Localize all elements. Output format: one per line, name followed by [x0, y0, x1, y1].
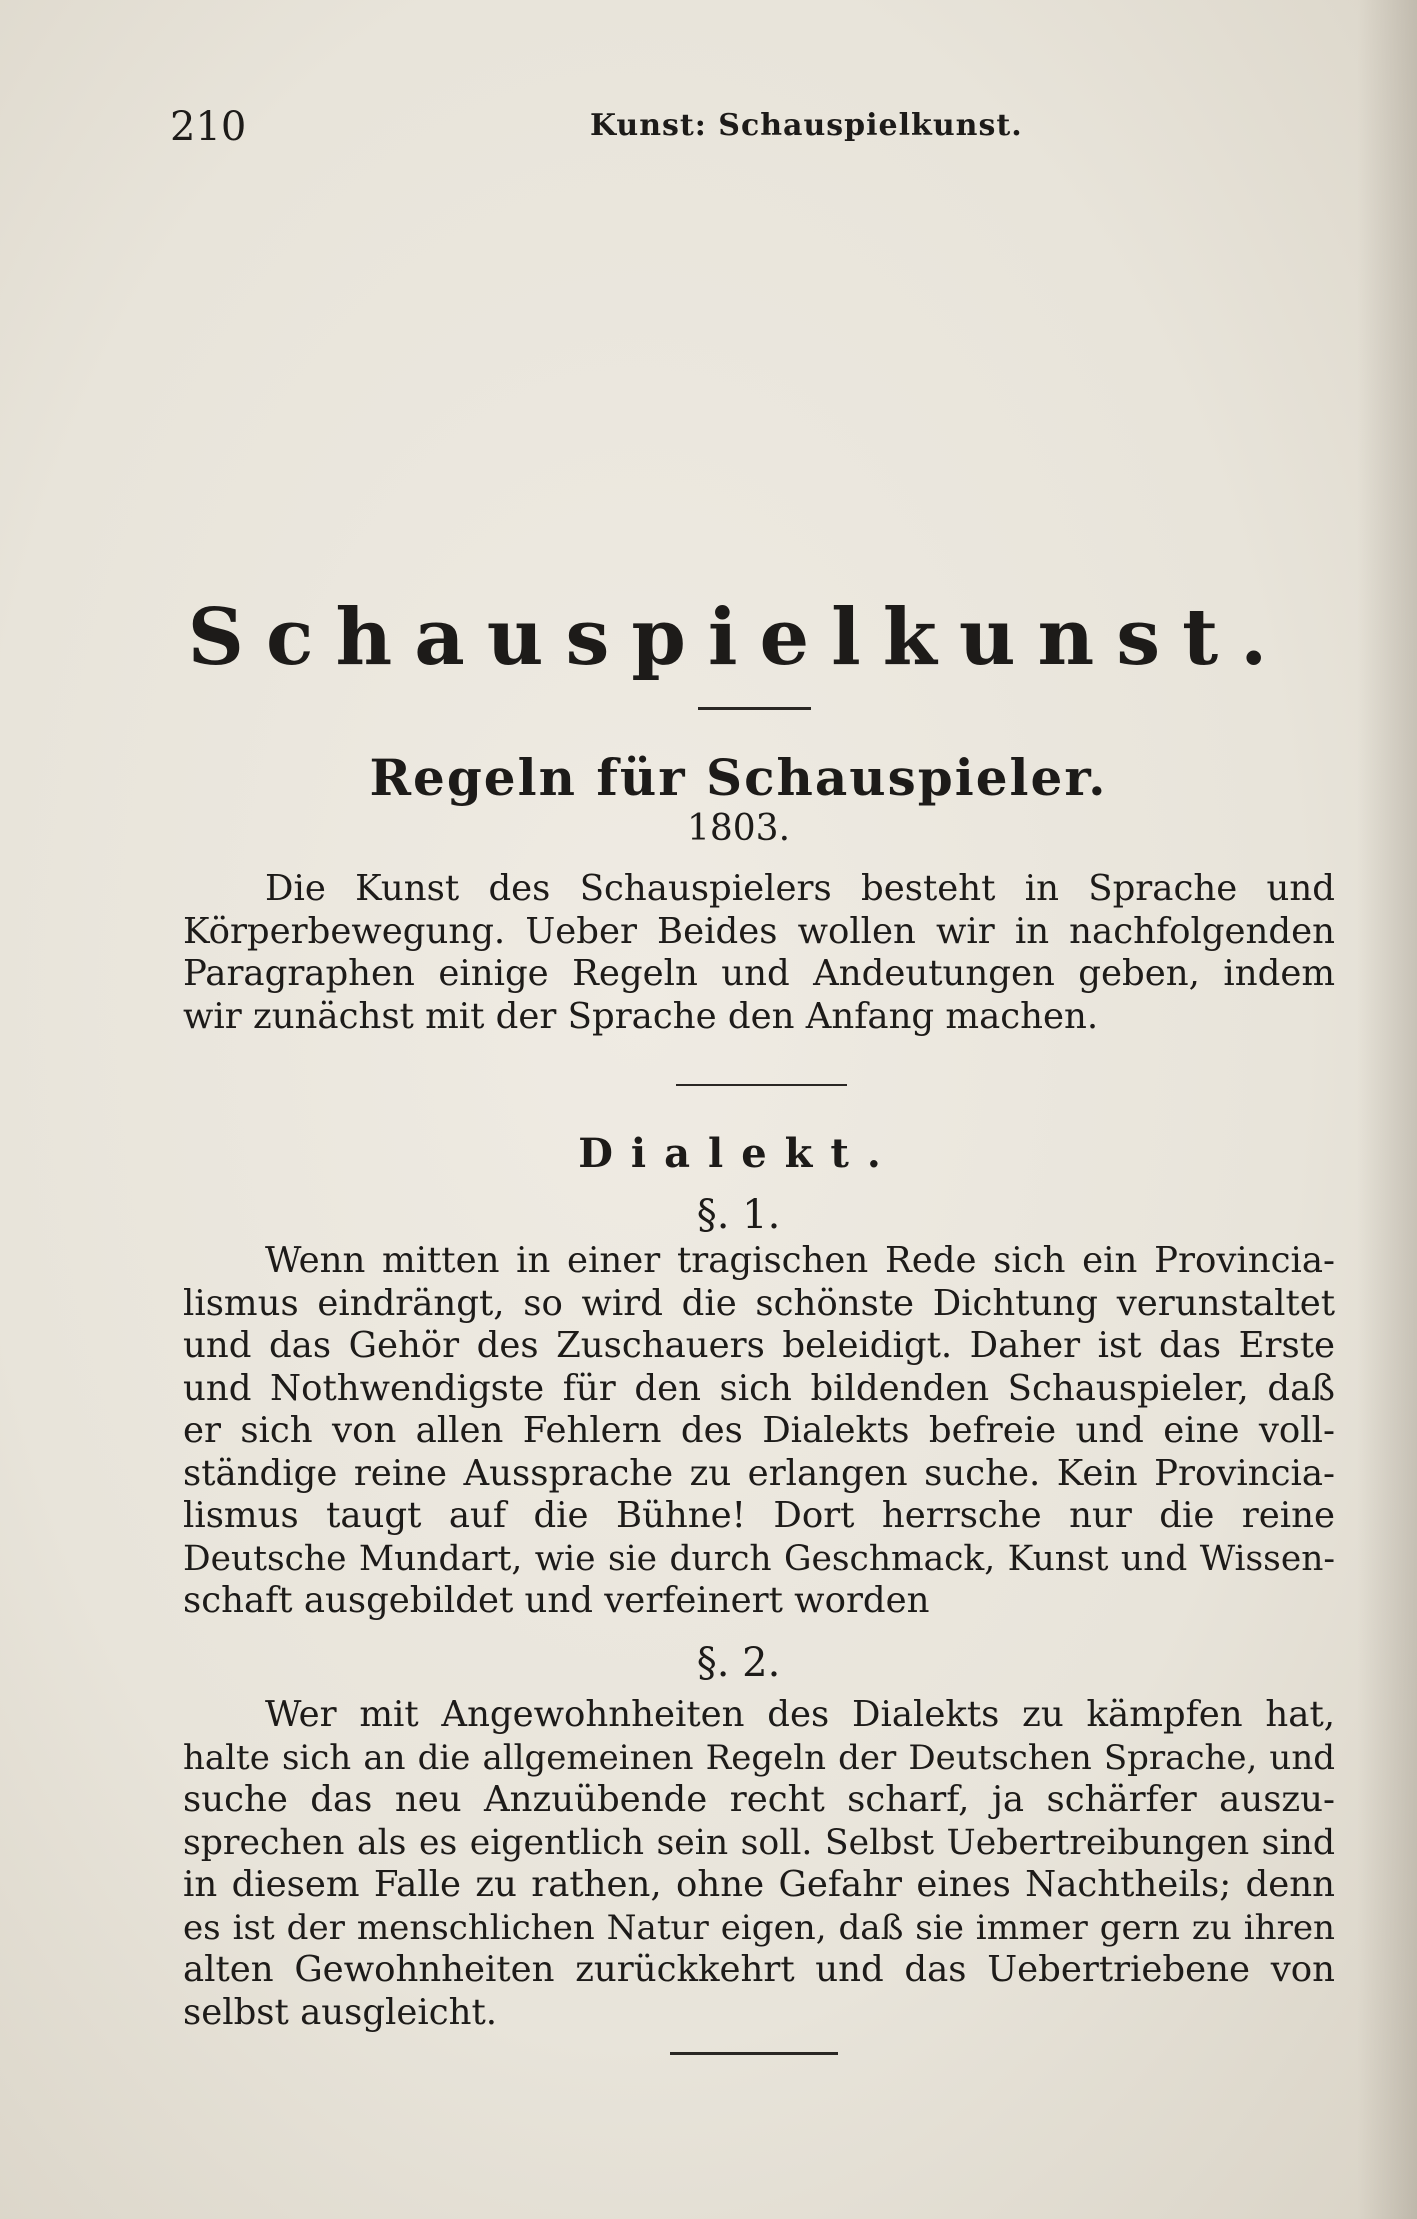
text-line: ständige reine Aussprache zu erlangen suche. Kein Provincia-	[183, 1452, 1335, 1494]
text-line: lismus eindrängt, so wird die schönste Dichtung verunstaltet	[183, 1282, 1335, 1324]
chapter-title: Schauspielkunst.	[187, 592, 1290, 683]
text-line: Die Kunst des Schauspielers besteht in Sprache und	[265, 868, 1335, 909]
text-line: suche das neu Anzuübende recht scharf, ja schärfer auszu-	[183, 1779, 1335, 1820]
intro-paragraph	[183, 868, 1335, 1038]
text-line: Deutsche Mundart, wie sie durch Geschmack, Kunst und Wissen-	[183, 1538, 1335, 1579]
text-line: und das Gehör des Zuschauers beleidigt. Daher ist das Erste	[183, 1325, 1335, 1366]
text-line: halte sich an die allgemeinen Regeln der Deutschen Sprache, und	[183, 1737, 1335, 1778]
chapter-year: 1803.	[686, 808, 791, 849]
running-head: Kunst: Schauspielkunst.	[590, 108, 1023, 143]
page-gutter-shadow	[1357, 0, 1417, 2219]
text-line: wir zunächst mit der Sprache den Anfang machen.	[183, 995, 1099, 1037]
text-line: Wenn mitten in einer tragischen Rede sich ein Provincia-	[265, 1240, 1335, 1281]
section-rule	[676, 1084, 847, 1086]
paragraph-1	[183, 1240, 1335, 1623]
chapter-subtitle: Regeln für Schauspieler.	[369, 748, 1108, 807]
title-rule	[698, 707, 811, 710]
page-number: 210	[170, 104, 247, 150]
text-line: alten Gewohnheiten zurückkehrt und das Uebertriebene von	[183, 1949, 1335, 1990]
paragraph-2	[183, 1694, 1335, 2034]
section-heading: Dialekt.	[578, 1130, 899, 1177]
text-line: sprechen als es eigentlich sein soll. Selbst Uebertreibungen sind	[183, 1822, 1335, 1863]
text-line: es ist der menschlichen Natur eigen, daß sie immer gern zu ihren	[183, 1907, 1335, 1948]
end-rule	[670, 2052, 838, 2055]
text-line: selbst ausgleicht.	[183, 1991, 498, 2033]
text-line: Paragraphen einige Regeln und Andeutungen geben, indem	[183, 953, 1335, 994]
text-line: er sich von allen Fehlern des Dialekts befreie und eine voll-	[183, 1410, 1335, 1451]
page-header	[170, 100, 1335, 160]
text-line: in diesem Falle zu rathen, ohne Gefahr eines Nachtheils; denn	[183, 1864, 1335, 1905]
text-line: und Nothwendigste für den sich bildenden Schauspieler, daß	[183, 1367, 1335, 1409]
text-line: schaft ausgebildet und verfeinert worden	[183, 1580, 930, 1621]
text-line: lismus taugt auf die Bühne! Dort herrsche nur die reine	[183, 1495, 1335, 1536]
paragraph-mark: §. 1.	[696, 1192, 781, 1238]
text-line: Wer mit Angewohnheiten des Dialekts zu kämpfen hat,	[265, 1694, 1335, 1735]
text-line: Körperbewegung. Ueber Beides wollen wir in nachfolgenden	[183, 910, 1335, 952]
paragraph-mark: §. 2.	[696, 1640, 781, 1686]
